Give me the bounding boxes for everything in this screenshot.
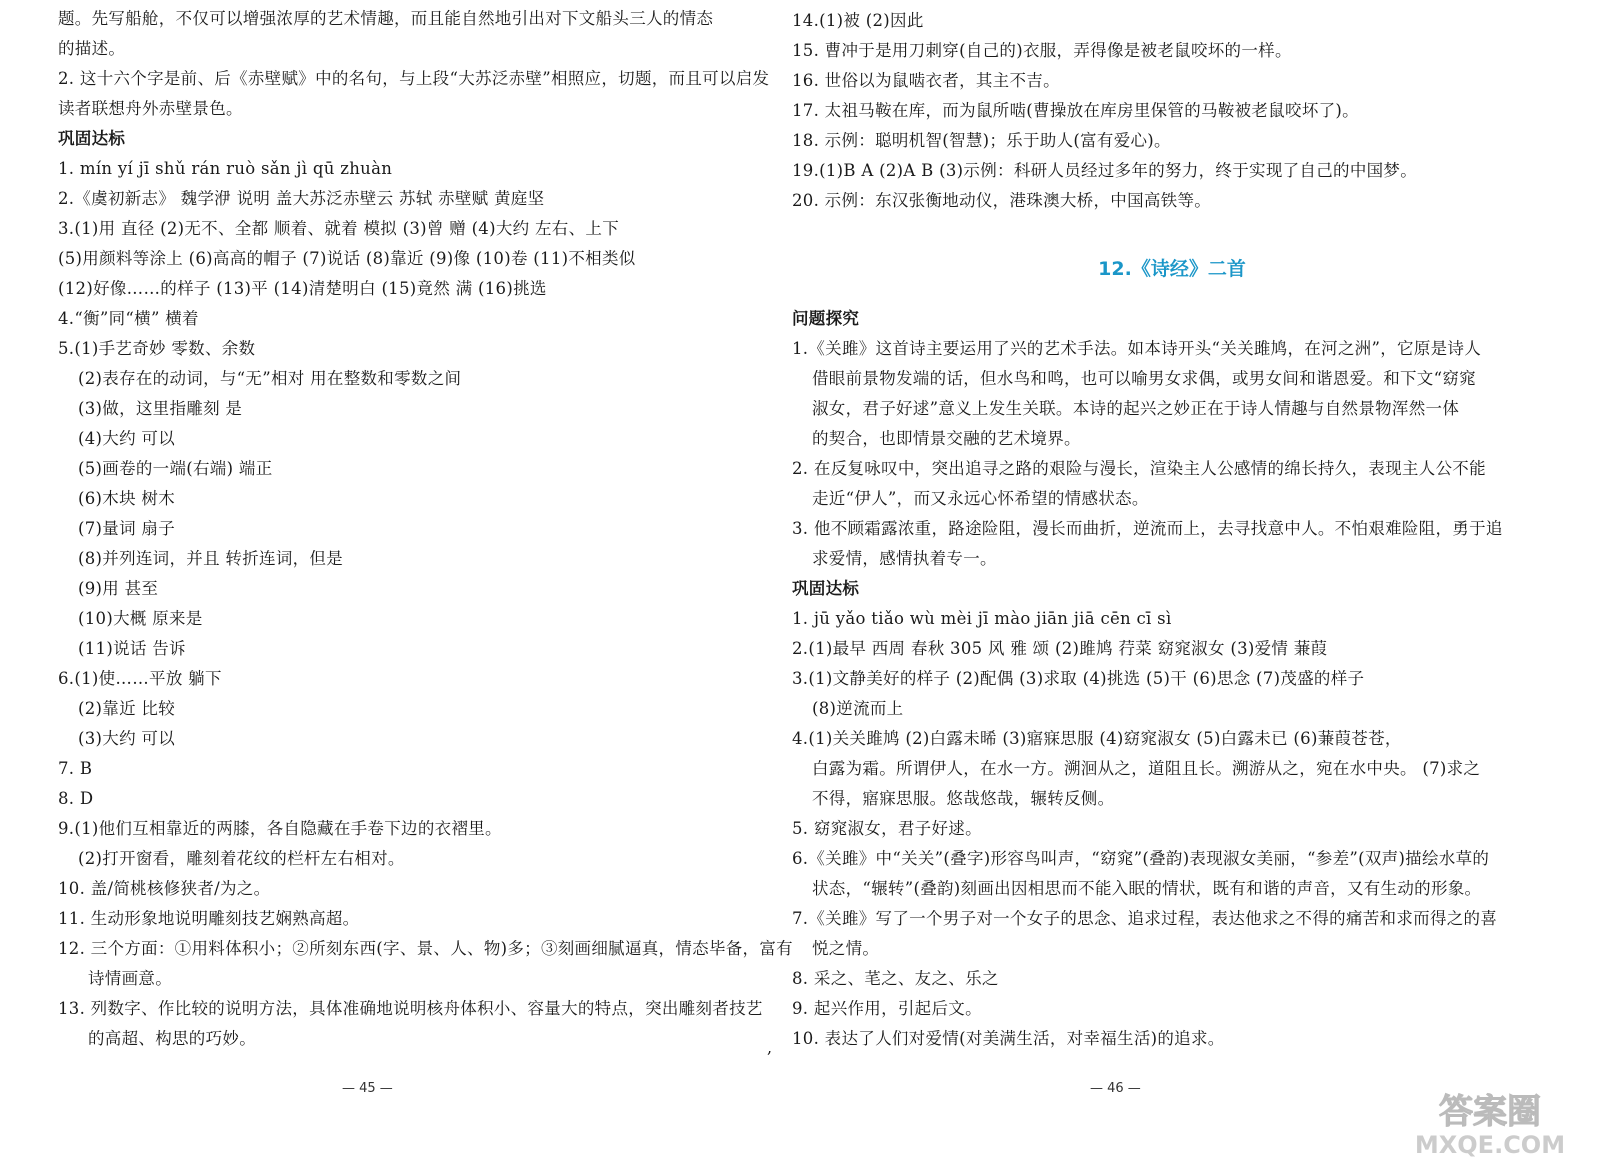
text-line: 白露为霜。所谓伊人，在水一方。溯洄从之，道阻且长。溯游从之，宛在水中央。 (7)求之 (812, 759, 1481, 778)
text-line: (5)用颜料等涂上 (6)高高的帽子 (7)说话 (8)靠近 (9)像 (10)卷 (11)不相类似 (58, 249, 636, 268)
text-line: 2.《虞初新志》 魏学洢 说明 盖大苏泛赤壁云 苏轼 赤壁赋 黄庭坚 (58, 189, 545, 208)
section-heading: 巩固达标 (58, 129, 126, 148)
text-line: 4.“衡”同“横” 横着 (58, 309, 199, 328)
text-line: (12)好像……的样子 (13)平 (14)清楚明白 (15)竟然 满 (16)挑选 (58, 279, 547, 298)
text-line: 9. 起兴作用，引起后文。 (792, 999, 982, 1018)
chapter-title: 12.《诗经》二首 (1098, 258, 1246, 280)
text-line: 11. 生动形象地说明雕刻技艺娴熟高超。 (58, 909, 360, 928)
text-line: 4.(1)关关雎鸠 (2)白露未晞 (3)寤寐思服 (4)窈窕淑女 (5)白露未已 (6)蒹葭苍苍， (792, 729, 1402, 748)
text-line: 题。先写船舱，不仅可以增强浓厚的艺术情趣，而且能自然地引出对下文船头三人的情态 (58, 9, 714, 28)
text-line: (7)量词 扇子 (78, 519, 176, 538)
text-line: (6)木块 树木 (78, 489, 176, 508)
text-line: 5.(1)手艺奇妙 零数、余数 (58, 339, 256, 358)
text-line: (11)说话 告诉 (78, 639, 186, 658)
text-line: 求爱情，感情执着专一。 (812, 549, 997, 568)
text-line: 10. 表达了人们对爱情(对美满生活，对幸福生活)的追求。 (792, 1029, 1225, 1048)
text-line: 的描述。 (58, 39, 126, 58)
page-number-left: — 45 — (342, 1081, 393, 1096)
text-line: 状态，“辗转”(叠韵)刻画出因相思而不能入眠的情状，既有和谐的声音，又有生动的形象。 (812, 879, 1482, 898)
watermark-text-bottom: MXQE.COM (1414, 1131, 1566, 1159)
text-line: 16. 世俗以为鼠啮衣者，其主不吉。 (792, 71, 1060, 90)
text-line: 淑女，君子好逑”意义上发生关联。本诗的起兴之妙正在于诗人情趣与自然景物浑然一体 (812, 399, 1460, 418)
text-line: 7. B (58, 759, 93, 778)
watermark-logo (1385, 1085, 1595, 1160)
text-line: 借眼前景物发端的话，但水鸟和鸣，也可以喻男女求偶，或男女间和谐恩爱。和下文“窈窕 (812, 369, 1476, 388)
watermark-text-top: 答案圈 (1439, 1092, 1541, 1132)
stray-mark: , (767, 1038, 773, 1057)
text-line: 15. 曹冲于是用刀刺穿(自己的)衣服，弄得像是被老鼠咬坏的一样。 (792, 41, 1292, 60)
text-line: (2)表存在的动词，与“无”相对 用在整数和零数之间 (78, 369, 462, 388)
text-line: 3.(1)文静美好的样子 (2)配偶 (3)求取 (4)挑选 (5)干 (6)思念 (7)茂盛的样子 (792, 669, 1365, 688)
text-line: 2. 这十六个字是前、后《赤壁赋》中的名句，与上段“大苏泛赤壁”相照应，切题，而且可以启发 (58, 69, 770, 88)
text-line: 8. D (58, 789, 94, 808)
text-line: (4)大约 可以 (78, 429, 176, 448)
text-line: (8)并列连词，并且 转折连词，但是 (78, 549, 344, 568)
text-line: 3.(1)用 直径 (2)无不、全都 顺着、就着 模拟 (3)曾 赠 (4)大约 左右、上下 (58, 219, 619, 238)
text-line: 5. 窈窕淑女，君子好逑。 (792, 819, 982, 838)
text-line: 不得，寤寐思服。悠哉悠哉，辗转反侧。 (812, 789, 1115, 808)
text-line: 20. 示例：东汉张衡地动仪，港珠澳大桥，中国高铁等。 (792, 191, 1212, 210)
text-line: 诗情画意。 (88, 969, 172, 988)
text-line: (3)做，这里指雕刻 是 (78, 399, 243, 418)
text-line: 12. 三个方面：①用料体积小；②所刻东西(字、景、人、物)多；③刻画细腻逼真，情态毕备，富有 (58, 939, 793, 958)
text-line: (3)大约 可以 (78, 729, 176, 748)
text-line: 19.(1)B A (2)A B (3)示例：科研人员经过多年的努力，终于实现了自己的中国梦。 (792, 161, 1418, 180)
text-line: 9.(1)他们互相靠近的两膝，各自隐藏在手卷下边的衣褶里。 (58, 819, 502, 838)
text-line: 18. 示例：聪明机智(智慧)；乐于助人(富有爱心)。 (792, 131, 1171, 150)
text-line: 6.(1)使……平放 躺下 (58, 669, 222, 688)
text-line: (10)大概 原来是 (78, 609, 203, 628)
section-heading: 巩固达标 (792, 579, 860, 598)
text-line: 悦之情。 (812, 939, 880, 958)
text-line: 读者联想舟外赤壁景色。 (58, 99, 243, 118)
page-number-right: — 46 — (1090, 1081, 1141, 1096)
text-line: 走近“伊人”，而又永远心怀希望的情感状态。 (812, 489, 1149, 508)
text-line: 7.《关雎》写了一个男子对一个女子的思念、追求过程，表达他求之不得的痛苦和求而得之的喜 (792, 909, 1498, 928)
text-line: 1. mín yí jī shǔ rán ruò sǎn jì qū zhuàn (58, 159, 393, 178)
text-line: (5)画卷的一端(右端) 端正 (78, 459, 273, 478)
text-line: 1. jū yǎo tiǎo wù mèi jī mào jiān jiā cēn cī sì (792, 609, 1172, 628)
text-line: (2)打开窗看，雕刻着花纹的栏杆左右相对。 (78, 849, 405, 868)
text-line: (9)用 甚至 (78, 579, 159, 598)
text-line: (2)靠近 比较 (78, 699, 176, 718)
text-line: 2. 在反复咏叹中，突出追寻之路的艰险与漫长，渲染主人公感情的绵长持久，表现主人公不能 (792, 459, 1486, 478)
section-heading: 问题探究 (792, 309, 860, 328)
text-line: 10. 盖/简桃核修狭者/为之。 (58, 879, 271, 898)
text-line: (8)逆流而上 (812, 699, 904, 718)
text-line: 的高超、构思的巧妙。 (88, 1029, 256, 1048)
text-line: 13. 列数字、作比较的说明方法，具体准确地说明核舟体积小、容量大的特点，突出雕刻者技艺 (58, 999, 763, 1018)
text-line: 6.《关雎》中“关关”(叠字)形容鸟叫声，“窈窕”(叠韵)表现淑女美丽，“参差”(双声)描绘水草的 (792, 849, 1490, 868)
text-line: 14.(1)被 (2)因此 (792, 11, 924, 30)
text-line: 17. 太祖马鞍在库，而为鼠所啮(曹操放在库房里保管的马鞍被老鼠咬坏了)。 (792, 101, 1359, 120)
text-line: 8. 采之、芼之、友之、乐之 (792, 969, 999, 988)
text-line: 的契合，也即情景交融的艺术境界。 (812, 429, 1081, 448)
text-line: 3. 他不顾霜露浓重，路途险阻，漫长而曲折，逆流而上，去寻找意中人。不怕艰难险阻，勇于追 (792, 519, 1503, 538)
text-line: 2.(1)最早 西周 春秋 305 风 雅 颂 (2)雎鸠 荇菜 窈窕淑女 (3)爱情 蒹葭 (792, 639, 1328, 658)
text-line: 1.《关雎》这首诗主要运用了兴的艺术手法。如本诗开头“关关雎鸠，在河之洲”，它原是诗人 (792, 339, 1482, 358)
